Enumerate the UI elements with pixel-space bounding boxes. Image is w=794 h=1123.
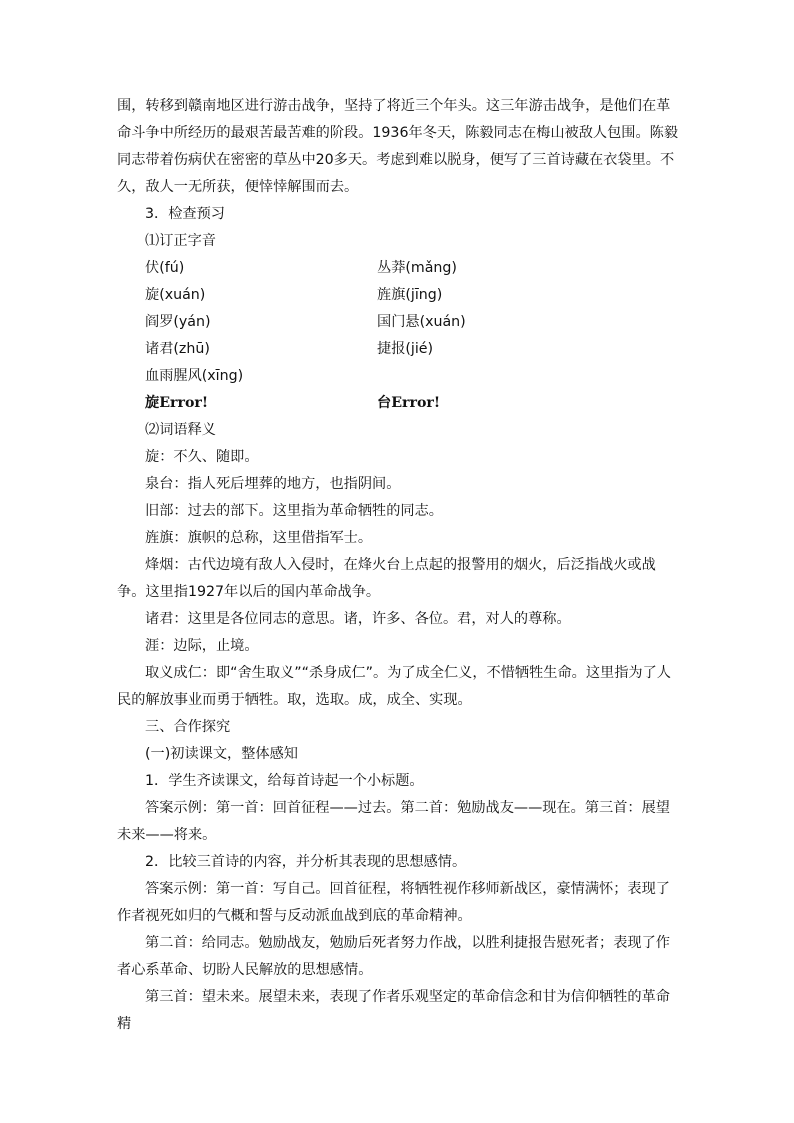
pronunciation-item: 血雨腥风(xīng): [145, 368, 244, 384]
pronunciation-row: [117, 282, 681, 309]
pronunciation-row: [117, 255, 681, 282]
definition: 涯：边际，止境。: [145, 638, 259, 654]
section-heading: 3．检查预习: [145, 206, 225, 222]
definition: 诸君：这里是各位同志的意思。诸，许多、各位。君，对人的尊称。: [145, 611, 571, 627]
answer: 答案示例：第一首：写自己。回首征程，将牺牲视作移师新战区，豪情满怀；表现了作者视死如归的气概和誓与反动派血战到底的革命精神。: [117, 881, 670, 924]
intro-paragraph: 围，转移到赣南地区进行游击战争，坚持了将近三个年头。这三年游击战争，是他们在革命斗争中所经历的最艰苦最苦难的阶段。1936年冬天，陈毅同志在梅山被敌人包围。陈毅同志带着伤病伏在密密的草丛中20多天。考虑到难以脱身，便写了三首诗藏在衣袋里。不久，敌人一无所获，便悻悻解围而去。: [117, 98, 679, 195]
error-text: Error!: [391, 395, 441, 411]
definition: 取义成仁：即“舍生取义”“杀身成仁”。为了成全仁义，不惜牺牲生命。这里指为了人民的解放事业而勇于牺牲。取，选取。成，成全、实现。: [117, 665, 671, 708]
subsection-heading: (一)初读课文，整体感知: [145, 746, 298, 762]
question: 1．学生齐读课文，给每首诗起一个小标题。: [145, 773, 424, 789]
section-heading: 三、合作探究: [145, 719, 231, 735]
pronunciation-item: [377, 363, 637, 390]
answer: 第二首：给同志。勉励战友，勉励后死者努力作战，以胜利捷报告慰死者；表现了作者心系革命、切盼人民解放的思想感情。: [117, 935, 670, 978]
definition: 泉台：指人死后埋葬的地方，也指阴间。: [145, 476, 401, 492]
pronunciation-item: 伏(fú): [145, 260, 185, 276]
answer: 第三首：望未来。展望未来，表现了作者乐观坚定的革命信念和甘为信仰牺牲的革命精: [117, 989, 670, 1032]
subsection-heading: ⑵词语释义: [145, 422, 216, 438]
definition: 旌旗：旗帜的总称，这里借指军士。: [145, 530, 373, 546]
pronunciation-item: 捷报(jié): [377, 341, 434, 357]
pronunciation-row: [117, 336, 681, 363]
pronunciation-item: 阎罗(yán): [145, 314, 211, 330]
pronunciation-item: 旌旗(jīng): [377, 287, 443, 303]
pronunciation-item: 旋(xuán): [145, 287, 206, 303]
pronunciation-item: 诸君(zhū): [145, 341, 210, 357]
question: 2．比较三首诗的内容，并分析其表现的思想感情。: [145, 854, 467, 870]
error-field: 旋Error!: [145, 395, 209, 411]
pronunciation-row: [117, 363, 681, 390]
pronunciation-item: 丛莽(mǎng): [377, 260, 457, 276]
answer: 答案示例：第一首：回首征程——过去。第二首：勉励战友——现在。第三首：展望未来——将来。: [117, 800, 670, 843]
definition: 旋：不久、随即。: [145, 449, 259, 465]
error-row: [117, 390, 681, 417]
error-field: 台Error!: [377, 395, 441, 411]
pronunciation-row: [117, 309, 681, 336]
document-body: [117, 93, 681, 1038]
pronunciation-item: 国门悬(xuán): [377, 314, 466, 330]
error-text: Error!: [159, 395, 209, 411]
definition: 旧部：过去的部下。这里指为革命牺牲的同志。: [145, 503, 443, 519]
definition: 烽烟：古代边境有敌人入侵时，在烽火台上点起的报警用的烟火，后泛指战火或战争。这里指1927年以后的国内革命战争。: [117, 557, 656, 600]
subsection-heading: ⑴订正字音: [145, 233, 216, 249]
